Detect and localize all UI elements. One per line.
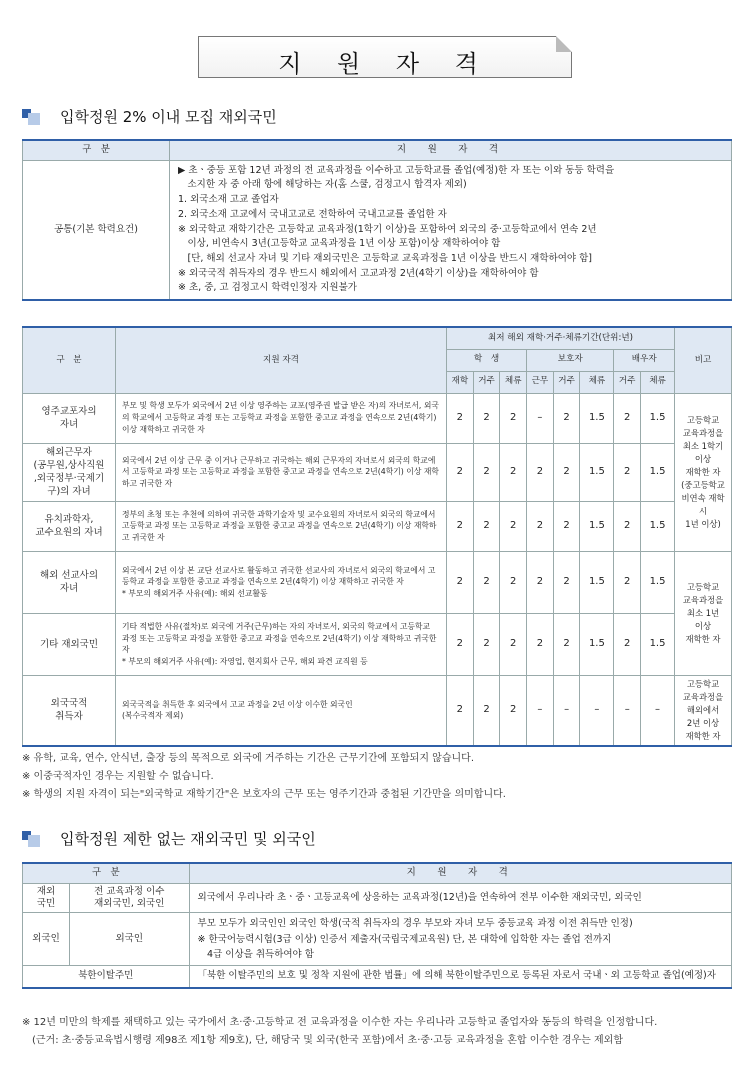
period-value: 2 [527, 551, 554, 613]
t2-header-guardian: 보호자 [527, 349, 614, 371]
period-value: 2 [500, 443, 527, 501]
row-description-text: 외국국적을 취득한 후 외국에서 고교 과정을 2년 이상 이수한 외국인 [122, 699, 353, 709]
row-description-text: 외국에서 2년 이상 본 교단 선교사로 활동하고 귀국한 선교사의 자녀로서 외국의 학교에서 고등학교 과정을 포함한 중고교 과정을 연속으로 2년(4학기) 이상 재학하고 귀국한 자 [122, 565, 436, 587]
title-box [198, 36, 572, 78]
row-label: 기타 재외국민 [23, 613, 116, 675]
period-value: 1.5 [641, 501, 675, 551]
row-label: 외국국적 취득자 [23, 675, 116, 746]
basic-requirement-table [22, 139, 732, 301]
period-value: 2 [447, 443, 474, 501]
section1-notes [22, 750, 506, 804]
period-value: 1.5 [641, 551, 675, 613]
t3-r2-line: 부모 모두가 외국인인 외국인 학생(국적 취득자의 경우 부모와 자녀 모두 중등교육 과정 이전 취득만 인정) [197, 918, 633, 930]
t3-r2-c [189, 913, 731, 966]
row-description-text: 정부의 초청 또는 추천에 의하여 귀국한 과학기술자 및 교수요원의 자녀로서 외국의 학교에서 고등학교 과정 또는 고등학교 과정을 포함한 중고교 과정을 연속으로 2년(4학기) 이상 재학하고 귀국한 자 [122, 509, 437, 543]
row-description-text: 부모 및 학생 모두가 외국에서 2년 이상 영주하는 교포(영주권 발급 받은 자)의 자녀로서, 외국의 학교에서 고등학교 과정 또는 고등학교 과정을 포함한 중고교 과정을 연속으로 2년(4학기) 이상 재학하고 귀국한 자 [122, 401, 439, 434]
row-remark: 고등학교 교육과정을 최소 1학기 이상 재학한 자 (중고등학교 비연속 재학 시 1년 이상) [675, 393, 732, 551]
note-line: ※ 학생의 지원 자격이 되는"외국학교 재학기간"은 보호자의 근무 또는 영주기간과 중첩된 기간만을 의미합니다. [22, 789, 506, 800]
t1-line: ▶ 초ㆍ중등 포함 12년 과정의 전 교육과정을 이수하고 고등학교를 졸업(예정)한 자 또는 이와 동등 학력을 [178, 164, 615, 176]
t2-sub-header: 거주 [473, 371, 500, 393]
t1-header-gubun: 구 분 [23, 140, 170, 160]
period-value: 2 [473, 551, 500, 613]
period-value: 2 [500, 675, 527, 746]
row-remark: 고등학교 교육과정을 최소 1년 이상 재학한 자 [675, 551, 732, 675]
row-description-note: * 부모의 해외거주 사유(예): 해외 선교활동 [122, 589, 268, 599]
t1-header-qual: 지 원 자 격 [170, 140, 732, 160]
t1-line: 소지한 자 중 아래 항에 해당하는 자(홈 스쿨, 검정고시 합격자 제외) [178, 179, 467, 191]
period-value: 2 [553, 501, 580, 551]
t3-r1-b: 전 교육과정 이수 재외국민, 외국인 [70, 883, 190, 913]
t3-header-gubun: 구 분 [23, 863, 190, 883]
period-value: 1.5 [580, 613, 614, 675]
row-description [116, 393, 447, 443]
period-value: 2 [527, 443, 554, 501]
t1-line: ※ 외국학교 재학기간은 고등학교 교육과정(1학기 이상)을 포함하여 외국의 중·고등학교에서 연속 2년 [178, 223, 597, 235]
period-value: 2 [614, 443, 641, 501]
page-title: 지 원 자 격 [278, 50, 492, 78]
period-value: 2 [473, 443, 500, 501]
period-value: 2 [614, 551, 641, 613]
t2-header-spouse: 배우자 [614, 349, 675, 371]
period-value: 1.5 [641, 393, 675, 443]
period-value: – [641, 675, 675, 746]
period-value: 1.5 [580, 443, 614, 501]
period-value: 2 [553, 393, 580, 443]
t2-sub-header: 거주 [553, 371, 580, 393]
t2-sub-header: 체류 [500, 371, 527, 393]
row-label: 해외 선교사의 자녀 [23, 551, 116, 613]
period-value: 2 [614, 613, 641, 675]
row-description [116, 551, 447, 613]
period-value: 2 [500, 393, 527, 443]
period-value: – [553, 675, 580, 746]
section1-heading [22, 106, 277, 127]
t1-line: ※ 외국국적 취득자의 경우 반드시 해외에서 고교과정 2년(4학기 이상)을 재학하여야 함 [178, 267, 539, 279]
section-square-icon [22, 109, 44, 125]
t3-r3-a: 북한이탈주민 [23, 965, 190, 987]
section-square-icon [22, 831, 44, 847]
row-description-text: 기타 적법한 사유(절차)로 외국에 거주(근무)하는 자의 자녀로서, 외국의 학교에서 고등학교 과정 또는 고등학교 과정을 포함한 중고교 과정을 연속으로 2년(4학기) 이상 재학하고 귀국한 자 [122, 621, 437, 655]
period-value: 1.5 [641, 443, 675, 501]
period-value: 2 [614, 393, 641, 443]
t3-r2-a: 외국인 [23, 913, 70, 966]
section2-heading [22, 828, 316, 849]
t2-sub-header: 거주 [614, 371, 641, 393]
period-value: 2 [473, 393, 500, 443]
row-label: 유치과학자, 교수요원의 자녀 [23, 501, 116, 551]
period-value: 2 [500, 501, 527, 551]
period-value: 2 [447, 675, 474, 746]
row-description [116, 675, 447, 746]
t1-line: 이상, 비연속시 3년(고등학교 교육과정을 1년 이상 포함)이상 재학하여야 함 [178, 238, 501, 250]
period-value: 1.5 [580, 393, 614, 443]
period-value: 2 [500, 551, 527, 613]
t2-sub-header: 근무 [527, 371, 554, 393]
table-row [23, 551, 732, 613]
t2-sub-header: 체류 [641, 371, 675, 393]
row-description [116, 501, 447, 551]
t2-header-note: 비고 [675, 327, 732, 393]
table-row [23, 393, 732, 443]
row-description [116, 443, 447, 501]
t1-line: ※ 초, 중, 고 검정고시 학력인정자 지원불가 [178, 282, 357, 294]
section2-heading-text: 입학정원 제한 없는 재외국민 및 외국인 [60, 830, 316, 848]
period-value: 2 [447, 551, 474, 613]
section2-notes [22, 1014, 734, 1050]
period-table [22, 326, 732, 747]
t1-line: 1. 외국소재 고교 졸업자 [178, 194, 279, 206]
period-value: 2 [553, 551, 580, 613]
note-line: (근거: 초·중등교육법시행령 제98조 제1항 제9호), 단, 해당국 및 외국(한국 포함)에서 초·중·고등 교육과정을 혼합 이수한 경우는 제외함 [22, 1035, 623, 1046]
table-row [23, 613, 732, 675]
period-value: 2 [447, 501, 474, 551]
period-value: 2 [447, 613, 474, 675]
note-line: ※ 12년 미만의 학제를 채택하고 있는 국가에서 초·중·고등학교 전 교육과정을 이수한 자는 우리나라 고등학교 졸업자와 동등의 학력을 인정합니다. [22, 1017, 658, 1028]
t2-header-student: 학 생 [447, 349, 527, 371]
period-value: 2 [473, 501, 500, 551]
period-value: 2 [553, 613, 580, 675]
t3-r3-c: 「북한 이탈주민의 보호 및 정착 지원에 관한 법률」에 의해 북한이탈주민으로 등록된 자로서 국내ㆍ외 고등학교 졸업(예정)자 [189, 965, 731, 987]
period-value: 2 [473, 675, 500, 746]
t3-r1-c: 외국에서 우리나라 초ㆍ중ㆍ고등교육에 상응하는 교육과정(12년)을 연속하여 전부 이수한 재외국민, 외국인 [189, 883, 731, 913]
t2-header-qual: 지원 자격 [116, 327, 447, 393]
table-row [23, 501, 732, 551]
table-row [23, 675, 732, 746]
period-value: 1.5 [580, 551, 614, 613]
period-value: 2 [447, 393, 474, 443]
table-row [23, 443, 732, 501]
period-value: 2 [553, 443, 580, 501]
t1-line: 2. 외국소재 고교에서 국내고교로 전학하여 국내고교를 졸업한 자 [178, 208, 447, 220]
period-value: 2 [527, 613, 554, 675]
t3-header-qual: 지 원 자 격 [189, 863, 731, 883]
period-value: – [527, 675, 554, 746]
t2-sub-header: 체류 [580, 371, 614, 393]
note-line: ※ 이중국적자인 경우는 지원할 수 없습니다. [22, 771, 214, 782]
t1-line: [단, 해외 선교사 자녀 및 기타 재외국민은 고등학교 교육과정을 1년 이상을 반드시 재학하여야 함] [178, 253, 592, 265]
t3-r2-line: 4급 이상을 취득하여야 함 [197, 948, 314, 960]
row-remark: 고등학교 교육과정을 해외에서 2년 이상 재학한 자 [675, 675, 732, 746]
t2-header-gubun: 구 분 [23, 327, 116, 393]
row-description-text: 외국에서 2년 이상 근무 중 이거나 근무하고 귀국하는 해외 근무자의 자녀로서 외국의 학교에서 고등학교 과정 또는 고등학교 과정을 포함한 중고교 과정을 연속으로 2년(4학기) 이상 재학하고 귀국한 자 [122, 455, 439, 488]
period-value: 2 [527, 501, 554, 551]
row-description [116, 613, 447, 675]
row-label: 영주교포자의 자녀 [23, 393, 116, 443]
period-value: 1.5 [641, 613, 675, 675]
section1-heading-text: 입학정원 2% 이내 모집 재외국민 [60, 108, 277, 126]
t2-header-period: 최저 해외 재학·거주·체류기간(단위:년) [447, 327, 675, 349]
t3-r1-a: 재외 국민 [23, 883, 70, 913]
t3-r2-line: ※ 한국어능력시험(3급 이상) 인증서 제출자(국립국제교육원) 단, 본 대학에 입학한 자는 졸업 전까지 [197, 933, 612, 945]
row-description-note: * 부모의 해외거주 사유(예): 자영업, 현지회사 근무, 해외 파견 교직원 등 [122, 656, 368, 666]
row-description-note: (복수국적자 제외) [122, 711, 184, 721]
period-value: – [527, 393, 554, 443]
period-value: – [614, 675, 641, 746]
unlimited-table [22, 862, 732, 989]
t3-r2-b: 외국인 [70, 913, 190, 966]
period-value: 2 [473, 613, 500, 675]
period-value: 2 [500, 613, 527, 675]
row-label: 해외근무자 (공무원,상사직원 ,외국정부·국제기 구)의 자녀 [23, 443, 116, 501]
period-value: 1.5 [580, 501, 614, 551]
period-value: 2 [614, 501, 641, 551]
note-line: ※ 유학, 교육, 연수, 안식년, 출장 등의 목적으로 외국에 거주하는 기간은 근무기간에 포함되지 않습니다. [22, 753, 474, 764]
t2-sub-header: 재학 [447, 371, 474, 393]
period-value: – [580, 675, 614, 746]
t1-row-content [170, 160, 732, 300]
t1-row-label: 공통(기본 학력요건) [23, 160, 170, 300]
